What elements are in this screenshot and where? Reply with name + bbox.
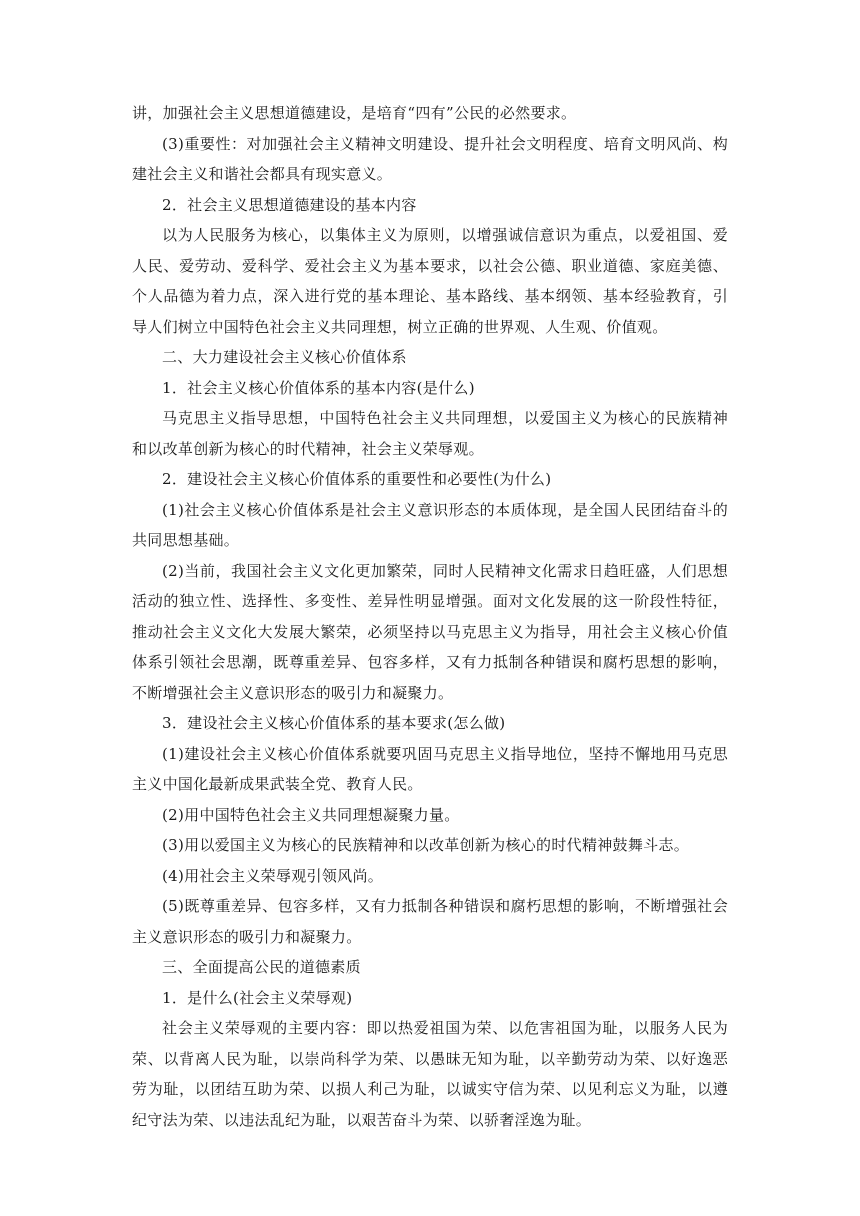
section-heading: 1．社会主义核心价值体系的基本内容(是什么)	[162, 378, 475, 397]
paragraph: (4)用社会主义荣辱观引领风尚。	[162, 866, 384, 885]
paragraph: (3)用以爱国主义为核心的民族精神和以改革创新为核心的时代精神鼓舞斗志。	[162, 836, 690, 854]
paragraph: 社会主义荣辱观的主要内容：即以热爱祖国为荣、以危害祖国为耻，以服务人民为荣、以背离人民为耻，以崇尚科学为荣、以愚昧无知为耻，以辛勤劳动为荣、以好逸恶劳为耻，以团结互助为荣、以损人利己为耻，以诚实守信为荣、以见利忘义为耻，以遵纪守法为荣、以违法乱纪为耻，以艰苦奋斗为荣、以骄奢淫逸为耻。	[132, 1019, 728, 1129]
paragraph: (5)既尊重差异、包容多样，又有力抵制各种错误和腐朽思想的影响，不断增强社会主义意识形态的吸引力和凝聚力。	[132, 897, 728, 946]
paragraph: (3)重要性：对加强社会主义精神文明建设、提升社会文明程度、培育文明风尚、构建社会主义和谐社会都具有现实意义。	[132, 134, 728, 183]
document-body	[132, 98, 728, 1135]
section-heading: 1．是什么(社会主义荣辱观)	[162, 988, 353, 1007]
section-heading: 3．建设社会主义核心价值体系的基本要求(怎么做)	[162, 714, 506, 732]
section-heading: 2．社会主义思想道德建设的基本内容	[162, 195, 417, 214]
paragraph: (1)建设社会主义核心价值体系就要巩固马克思主义指导地位，坚持不懈地用马克思主义中国化最新成果武装全党、教育人民。	[132, 744, 728, 793]
paragraph: (2)用中国特色社会主义共同理想凝聚力量。	[162, 805, 460, 824]
paragraph: (2)当前，我国社会主义文化更加繁荣，同时人民精神文化需求日趋旺盛，人们思想活动的独立性、选择性、多变性、差异性明显增强。面对文化发展的这一阶段性特征，推动社会主义文化大发展大繁荣，必须坚持以马克思主义为指导，用社会主义核心价值体系引领社会思潮，既尊重差异、包容多样，又有力抵制各种错误和腐朽思想的影响，不断增强社会主义意识形态的吸引力和凝聚力。	[132, 561, 728, 702]
paragraph: 以为人民服务为核心，以集体主义为原则，以增强诚信意识为重点，以爱祖国、爱人民、爱劳动、爱科学、爱社会主义为基本要求，以社会公德、职业道德、家庭美德、个人品德为着力点，深入进行党的基本理论、基本路线、基本纲领、基本经验教育，引导人们树立中国特色社会主义共同理想，树立正确的世界观、人生观、价值观。	[132, 226, 728, 336]
section-heading: 二、大力建设社会主义核心价值体系	[162, 348, 407, 366]
paragraph: 马克思主义指导思想，中国特色社会主义共同理想，以爱国主义为核心的民族精神和以改革创新为核心的时代精神，社会主义荣辱观。	[132, 409, 728, 458]
paragraph: (1)社会主义核心价值体系是社会主义意识形态的本质体现，是全国人民团结奋斗的共同思想基础。	[132, 500, 728, 549]
section-heading: 三、全面提高公民的道德素质	[162, 958, 361, 976]
paragraph: 讲，加强社会主义思想道德建设，是培育“四有”公民的必然要求。	[132, 104, 577, 122]
section-heading: 2．建设社会主义核心价值体系的重要性和必要性(为什么)	[162, 470, 552, 488]
